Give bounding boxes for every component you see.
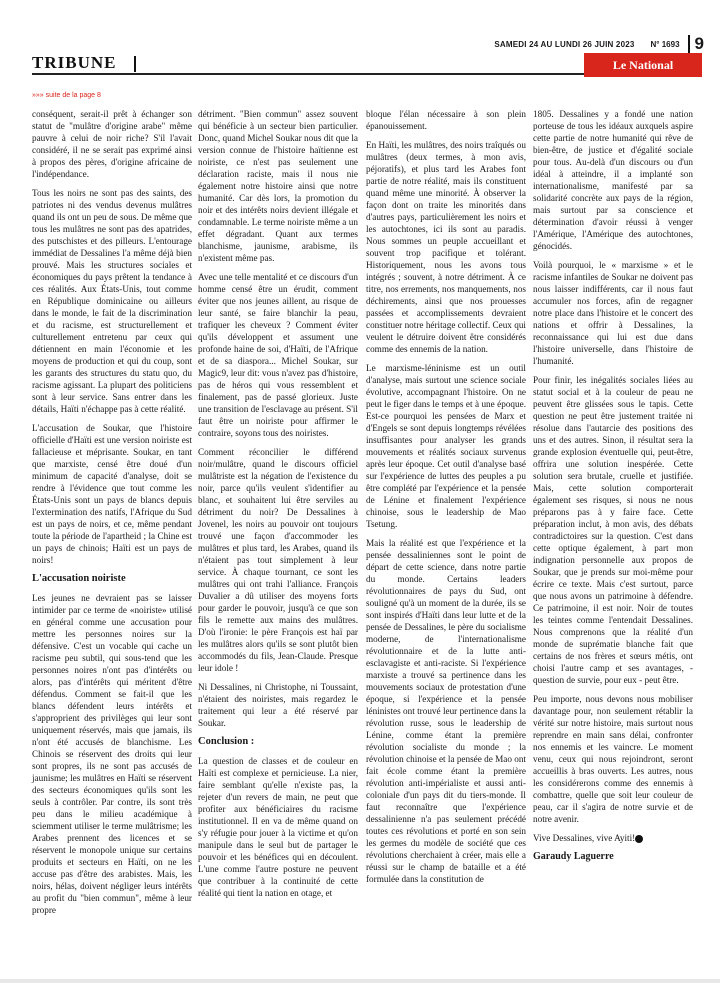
column-2 bbox=[198, 108, 358, 906]
paragraph: détriment. "Bien commun" assez souvent qui bénéficie à un secteur bien particulier. Donc, quand Michel Soukar nous dit que la version connue de l'histoire haïtienne est noiriste, ce n'est pas seulement une déclaration raciste, mais il nous nie également notre histoire ainsi que notre humanité. Car dès lors, la promotion du noir et des intérêts noirs devient illégale et condamnable. Le terme noiriste même a un effet dégradant. Quant aux termes blanchisme, jaunisme, arabisme, ils n'existent même pas. bbox=[198, 109, 358, 263]
paragraph: Tous les noirs ne sont pas des saints, des patriotes ni des vendus devenus mulâtres quand ils ont un peu de sous. De même que tous les mulâtres ne sont pas des apatrides, des putschistes et des pilleurs. L'entourage immédiat de Dessalines l'a même déjà bien prouvé. Mais les structures sociales et économiques du pays prêtent la tendance à ces réalités. Aux États-Unis, tout comme en République dominicaine ou ailleurs dans le monde, le fait de la discrimination et du racisme, est structurellement et culturellement entretenu par ceux qui détiennent en main l'économie et les moyens de production et qui du coup, sont les garants des structures du statu quo, du racisme agissant. La plupart des politiciens sont à leur service. Sans entrer dans les détails, Haïti n'échappe pas à cette réalité. bbox=[32, 188, 192, 414]
issue-number: N° 1693 bbox=[650, 39, 680, 49]
paragraph: Ni Dessalines, ni Christophe, ni Toussaint, n'étaient des noiristes, mais regardez le traitement qui leur a été réservé par Soukar. bbox=[198, 682, 358, 728]
paragraph: En Haïti, les mulâtres, des noirs traîqués ou mulâtres (deux termes, à mon avis, péjoratifs), et plus tard les Arabes font partie de notre réalité, mais ils constituent quand même une minorité. À observer la façon dont on traite les minorités dans d'autres pays, particulièrement les noirs et les autochtones, ici ils sont au paradis. Nous sommes un peuple accueillant et souvent trop pacifique et tolérant. Historiquement, nous les avons tous intégrés ; souvent, à notre détriment. À ce titre, nos errements, nos manquements, nos déchirements, ainsi que nos prouesses passées et accomplissements devraient constituer notre héritage collectif. Ceux qui veulent le détruire doivent être considérés comme des ennemis de la nation. bbox=[366, 140, 526, 354]
column-3 bbox=[366, 108, 526, 892]
paragraph: conséquent, serait-il prêt à échanger son statut de "mulâtre d'origine arabe" même pauvre à celui de noir riche? S'il l'avait considéré, il ne se serait pas exprimé ainsi à propos des pères, d'origine africaine de l'indépendance. bbox=[32, 109, 192, 179]
paragraph: La question de classes et de couleur en Haïti est complexe et pernicieuse. La nier, faire semblant qu'elle n'existe pas, la rejeter d'un revers de main, ne peut que profiter aux bénéficiaires du racisme institutionnel. Il en va de même quand on s'y réfugie pour jouer à la victime et qu'on manipule dans le seul but de partager le pouvoir et les bénéfices qui en découlent. L'une comme l'autre posture ne peuvent que contribuer à la continuité de cette réalité qui tient la nation en otage, et bbox=[198, 756, 358, 898]
paragraph: L'accusation de Soukar, que l'histoire officielle d'Haïti est une version noiriste est fallacieuse et méprisante. Soukar, en tant que marxiste, censé être doué d'un minimum de capacité d'analyse, doit se rendre à l'évidence que tout comme les États-Unis sont un pays de blancs depuis l'extermination des natifs, l'Afrique du Sud est un pays de noirs, et ce, même pendant toute la période de l'apartheid ; la Chine est un pays de chinois; Haïti est un pays de noirs! bbox=[32, 423, 192, 565]
page-footer-rule bbox=[0, 979, 720, 983]
column-1 bbox=[32, 108, 192, 923]
section-header bbox=[32, 53, 702, 77]
divider bbox=[134, 56, 136, 72]
closing-text: Vive Dessalines, vive Ayiti! bbox=[533, 833, 636, 843]
paragraph: Mais la réalité est que l'expérience et la pensée dessaliniennes sont le point de départ de cette science, dans notre partie du monde. Certains leaders révolutionnaires de pays du Sud, ont souligné qu'à un moment de la durée, ils se sont inspirés d'Haïti dans leur lutte et de la pensée de Dessalines, le père du socialisme moderne, de l'internationalisme révolutionnaire et de la lutte anti-esclavagiste et anti-raciste. Si l'expérience marxiste a trouvé sa pertinence dans les mouvements sociaux de protestation d'une époque, si l'expérience et la pensée léninistes ont trouvé leur pertinence dans la révolution russe, sous le leadership de Lénine, comme étant la première révolution socialiste du monde ; la révolution chinoise et la pensée de Mao ont fait école comme étant la première révolution anti-impérialiste et aussi anti-coloniale d'un pays dit du tiers-monde. Il faut reconnaître que l'expérience dessalinienne n'a pas seulement précédé toutes ces révolutions et porté en son sein les germes du modèle de société que ces révolutions cherchaient à créer, mais elle a réussi sur le champ de bataille et a été formulée dans la constitution de bbox=[366, 538, 526, 884]
brand-logo: Le National bbox=[584, 53, 702, 77]
header-rule bbox=[32, 73, 592, 75]
subheading: Conclusion : bbox=[198, 736, 255, 747]
paragraph: Le marxisme-léninisme est un outil d'analyse, mais surtout une science sociale évolutive, accompagnant l'histoire. On ne peut le figer dans le temps et à une époque. Est-ce pourquoi les pensées de Marx et d'Engels se sont depuis longtemps révélées insuffisantes pour analyser les grands mouvements et réalités sociaux survenus après leur époque. Cet outil d'analyse basé sur l'expérience de luttes des peuples a pu être complété par l'expérience et la pensée de Lénine et finalement l'expérience chinoise, sous le leadership de Mao Tsetung. bbox=[366, 363, 526, 529]
column-4 bbox=[533, 108, 693, 863]
issue-date: SAMEDI 24 AU LUNDI 26 JUIN 2023 bbox=[494, 39, 635, 49]
author-signature: Garaudy Laguerre bbox=[533, 851, 614, 862]
paragraph: Comment réconcilier le différend noir/mulâtre, quand le discours officiel mulâtriste est la négation de l'existence du noir, parce qu'ils veulent s'identifier au blanc, et souhaitent lui être serviles au détriment du noir? De Dessalines à Jovenel, les noirs au pouvoir ont toujours trouvé une façon d'accommoder les mulâtres et plus tard, les Arabes, quand ils n'étaient pas tout simplement à leur service. À chaque tournant, ce sont les mulâtres qui ont trahi l'alliance. François Duvalier a dû utiliser des moyens forts pour garder le pouvoir, jusqu'à ce que son fils le remette aux mains des mulâtres. D'où l'ironie: le père François est haï par les mulâtres alors qu'ils se sont plutôt bien accommodés du fils, Jean-Claude. Presque leur idole ! bbox=[198, 447, 358, 673]
masthead-bar bbox=[494, 34, 704, 54]
paragraph: Avec une telle mentalité et ce discours d'un homme censé être un érudit, comment éviter que nos jeunes aillent, au risque de leur santé, se faire blanchir la peau, trafiquer les cheveux ? Comment éviter qu'ils développent et assument une profonde haine de soi, d'Haïti, de l'Afrique et de sa diaspora... Michel Soukar, sur Magic9, leur dit: vous n'avez pas d'histoire, pas de héros qui vous ressemblent et finalement, pas de passé glorieux. Juste une transition de l'esclavage au présent. S'il faut être un noiriste pour affirmer le contraire, soyons tous des noiristes. bbox=[198, 272, 358, 438]
closing-line bbox=[533, 832, 693, 844]
continuation-note: »»» suite de la page 8 bbox=[32, 92, 101, 99]
end-mark-icon bbox=[635, 835, 643, 843]
paragraph: Pour finir, les inégalités sociales liées au statut social et à la couleur de peau ne peuvent être glissées sous le tapis. Cette question ne peut être justement traitée ni résolue dans l'autarcie des positions des uns et des autres. Sinon, il résultat sera la grande explosion éventuelle qui, peut-être, offrira une solution inespérée. Cette solution sera brutale, cruelle et justifiée. Mais, cette solution comporterait également ses risques, si nous ne nous préparons pas à y faire face. Cette préparation inclut, à mon avis, des débats contradictoires sur la question. C'est dans cette optique également, à part mon indignation personnelle aux propos de Soukar, que je prends sur moi-même pour écrire ce texte. Mais c'est surtout, parce que nous avons un patrimoine à défendre. Ce patrimoine, il est noir. Noir de toutes les teintes comme l'entendait Dessalines. Nous comprenons que la réalité d'un monde de suprématie blanche fait que certains de nos frères et sœurs métis, ont choisi l'autre camp et ses avantages, - question de survie, pour eux - peut être. bbox=[533, 375, 693, 685]
subheading: L'accusation noiriste bbox=[32, 573, 126, 584]
paragraph: 1805. Dessalines y a fondé une nation porteuse de tous les idéaux auxquels aspire cette partie de notre humanité qui rêve de bien-être, de justice et d'égalité sociale pour tous. Au-delà d'un discours ou d'un idéal à atteindre, il a implanté son internationalisme, manifesté par sa solidarité concrète aux pays de la région, mais surtout par sa conscience et détermination d'avoir réussi à venger l'Amérique, l'Amérique des autochtones, génocidés. bbox=[533, 109, 693, 251]
paragraph: Voilà pourquoi, le « marxisme » et le racisme infantiles de Soukar ne doivent pas nous laisser indifférents, car il nous faut accumuler nos forces, afin de regagner notre place dans l'histoire et le concert des nations et offrir à Dessalines, la reconnaissance qui lui est due dans l'histoire universelle, dans l'histoire de l'humanité. bbox=[533, 260, 693, 366]
paragraph: Peu importe, nous devons nous mobiliser davantage pour, non seulement rétablir la vérité sur notre histoire, mais surtout nous reprendre en main sans délai, confronter nos ennemis et les vaincre. Le moment venu, ceux qui nous rejoindront, seront accueillis à bras ouverts. Les autres, nous les considérerons comme des ennemis à combattre, quelle que soit leur couleur de peau, car il s'agira de notre survie et de notre avenir. bbox=[533, 694, 693, 824]
paragraph: Les jeunes ne devraient pas se laisser intimider par ce terme de «noiriste» utilisé en général comme une accusation pour mettre les personnes noires sur la défensive. C'est un vocable qui cache un racisme peu subtil, qui sous-tend que les personnes noires n'ont pas d'intérêts ou alors, pas d'intérêts qui méritent d'être défendus. Comment se fait-il que les blancs défendent leurs intérêts et s'approprient des privilèges qui leur sont uniquement réservés, mais que jamais, ils n'ont été accusés de blanchisme. Les Chinois se réservent des droits qui leur sont propres, ils ne sont pas accusés de jaunisme; les mulâtres en Haïti se réservent des secteurs économiques qu'ils sont les seuls à contrôler. Par contre, ils sont très peu dans le milieu académique à sciemment utiliser le terme mulâtrisme; les Arabes prennent des licences et se réservent le monopole unique sur certains produits et secteurs en Haïti, on ne les accuse pas d'être des arabistes. Mais, les noirs, hélas, doivent négliger leurs intérêts au profit du "bien commun", même à leur propre bbox=[32, 593, 192, 915]
paragraph: bloque l'élan nécessaire à son plein épanouissement. bbox=[366, 109, 526, 131]
page-number: 9 bbox=[694, 34, 704, 53]
divider bbox=[688, 35, 690, 53]
section-title: TRIBUNE bbox=[32, 53, 117, 72]
